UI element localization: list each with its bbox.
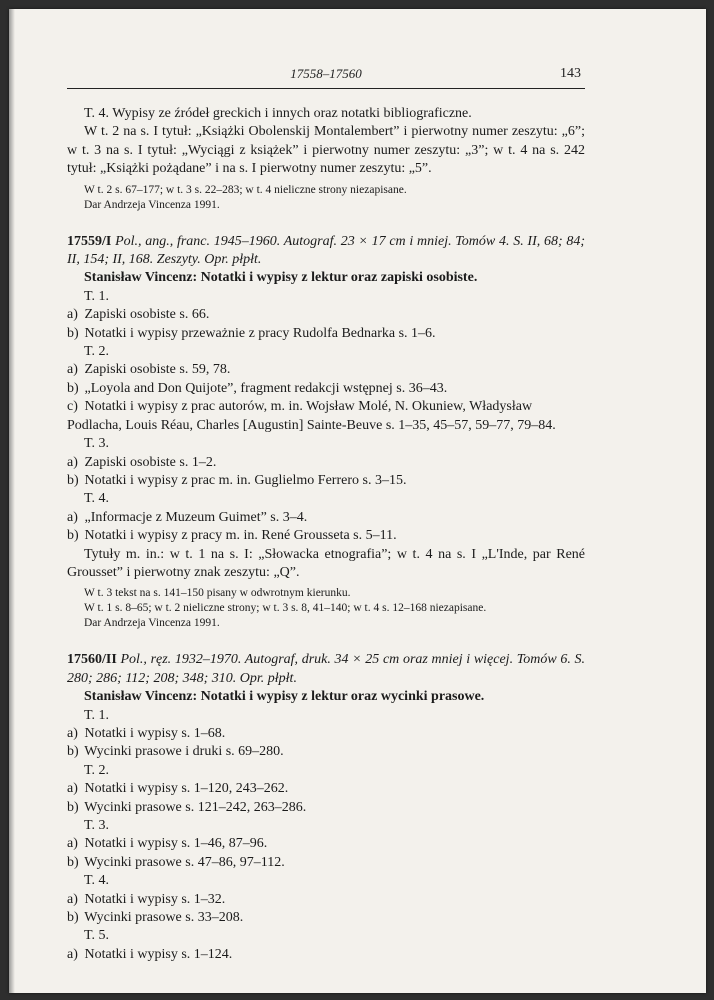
list-item-marker: b) <box>67 910 79 926</box>
catalog-content <box>67 105 585 964</box>
list-item-marker: a) <box>67 509 78 525</box>
text-line: T. 1. <box>84 707 110 723</box>
list-item <box>67 361 585 379</box>
text-line: T. 2. <box>84 344 110 360</box>
text-line: T. 4. <box>84 491 110 507</box>
list-item-text: Notatki i wypisy s. 1–46, 87–96. <box>84 836 268 852</box>
catalog-entry <box>67 105 585 213</box>
list-item-text: Notatki i wypisy s. 1–120, 243–262. <box>84 781 289 797</box>
list-item <box>67 472 585 490</box>
list-item-marker: b) <box>67 472 79 488</box>
list-item-marker: b) <box>67 854 79 870</box>
list-item-marker: b) <box>67 799 79 815</box>
note-line: W t. 1 s. 8–65; w t. 2 nieliczne strony; w t. 3 s. 8, 41–140; w t. 4 s. 12–168 niezapisane. <box>84 602 487 615</box>
text-line: T. 4. Wypisy ze źródeł greckich i innych oraz notatki bibliograficzne. <box>84 106 472 121</box>
list-item-marker: a) <box>67 836 78 852</box>
list-item <box>67 725 585 743</box>
catalog-entry <box>67 213 585 632</box>
note-line: W t. 3 tekst na s. 141–150 pisany w odwrotnym kierunku. <box>84 587 351 600</box>
list-item <box>67 743 585 761</box>
list-item-text: Notatki i wypisy z prac autorów, m. in. Wojsław Molé, N. Okuniew, Władysław Podlacha, Louis Réau, Charles [Augustin] Sainte-Beuve s. 1–35, 45–57, 59–77, 79–84. <box>67 399 556 433</box>
list-item-text: Notatki i wypisy z prac m. in. Guglielmo Ferrero s. 3–15. <box>84 472 407 488</box>
list-item <box>67 380 585 398</box>
list-item-text: Notatki i wypisy s. 1–32. <box>84 891 226 907</box>
list-item-text: Notatki i wypisy przeważnie z pracy Rudolfa Bednarka s. 1–6. <box>84 325 436 341</box>
entry-signature: 17559/I <box>67 233 112 249</box>
text-line: T. 2. <box>84 762 110 778</box>
list-item <box>67 454 585 472</box>
list-item-marker: a) <box>67 362 78 378</box>
document-page <box>9 9 706 993</box>
entry-spacer <box>67 631 585 651</box>
list-item-text: Wycinki prasowe s. 33–208. <box>84 910 244 926</box>
list-item <box>67 835 585 853</box>
list-item-text: „Informacje z Muzeum Guimet” s. 3–4. <box>84 509 308 525</box>
page-binding-shadow <box>9 9 15 993</box>
list-item <box>67 325 585 343</box>
note-line: Dar Andrzeja Vincenza 1991. <box>84 198 220 211</box>
text-line: T. 3. <box>84 818 110 833</box>
list-item <box>67 946 585 964</box>
list-item-marker: b) <box>67 744 79 760</box>
entry-spacer <box>67 213 585 233</box>
list-item <box>67 398 585 435</box>
list-item <box>67 306 585 324</box>
text-line: T. 4. <box>84 873 110 889</box>
list-item <box>67 509 585 527</box>
list-item-marker: b) <box>67 528 79 544</box>
list-item <box>67 909 585 927</box>
list-item-text: Wycinki prasowe i druki s. 69–280. <box>84 744 284 760</box>
list-item-marker: c) <box>67 399 78 415</box>
list-item-marker: a) <box>67 454 78 470</box>
list-item-marker: a) <box>67 725 78 741</box>
list-item-marker: a) <box>67 307 78 323</box>
catalog-entry <box>67 631 585 964</box>
note-line: Dar Andrzeja Vincenza 1991. <box>84 617 220 630</box>
paragraph: Tytuły m. in.: w t. 1 na s. I: „Słowacka etnografia”; w t. 4 na s. I „L'Inde, par René Grousset” i pierwotny znak zeszytu: „Q”. <box>67 546 585 580</box>
list-item <box>67 527 585 545</box>
list-item <box>67 854 585 872</box>
entry-title: Stanisław Vincenz: Notatki i wypisy z lektur oraz wycinki prasowe. <box>84 689 485 705</box>
list-item-marker: a) <box>67 891 78 907</box>
page-header <box>67 66 585 89</box>
page-number: 143 <box>560 66 581 81</box>
list-item-text: Zapiski osobiste s. 1–2. <box>84 454 217 470</box>
entry-header <box>67 651 585 688</box>
list-item-marker: a) <box>67 781 78 797</box>
paragraph: W t. 2 na s. I tytuł: „Książki Obolenskij Montalembert” i pierwotny numer zeszytu: „6”; w t. 3 na s. I tytuł: „Wyciągi z książek” i pierwotny numer zeszytu: „3”; w t. 4 na s. 242 tytuł: „Książki pożądane” i na s. I pierwotny numer zeszytu: „5”. <box>67 124 585 177</box>
list-item-text: Wycinki prasowe s. 121–242, 263–286. <box>84 799 307 815</box>
list-item <box>67 780 585 798</box>
list-item <box>67 891 585 909</box>
list-item-text: Notatki i wypisy z pracy m. in. René Grousseta s. 5–11. <box>84 528 397 544</box>
entry-title: Stanisław Vincenz: Notatki i wypisy z lektur oraz zapiski osobiste. <box>84 270 478 286</box>
list-item-marker: b) <box>67 325 79 341</box>
entry-description: Pol., ang., franc. 1945–1960. Autograf. 23 × 17 cm i mniej. Tomów 4. S. II, 68; 84; II, 154; II, 168. Zeszyty. Opr. płpłt. <box>67 233 586 268</box>
list-item-text: Notatki i wypisy s. 1–68. <box>84 725 226 741</box>
entry-description: Pol., ręz. 1932–1970. Autograf, druk. 34 × 25 cm oraz mniej i więcej. Tomów 6. S. 280; 286; 112; 208; 348; 310. Opr. płpłt. <box>67 652 586 686</box>
list-item-text: Wycinki prasowe s. 47–86, 97–112. <box>84 854 285 870</box>
text-line: T. 5. <box>84 928 110 944</box>
list-item-text: „Loyola and Don Quijote”, fragment redakcji wstępnej s. 36–43. <box>84 380 448 396</box>
text-line: T. 1. <box>84 288 110 304</box>
list-item <box>67 799 585 817</box>
running-title: 17558–17560 <box>290 66 362 81</box>
list-item-text: Zapiski osobiste s. 66. <box>84 307 210 323</box>
list-item-marker: a) <box>67 946 78 962</box>
list-item-text: Notatki i wypisy s. 1–124. <box>84 946 233 962</box>
list-item-text: Zapiski osobiste s. 59, 78. <box>84 362 231 378</box>
text-line: T. 3. <box>84 436 110 452</box>
list-item-marker: b) <box>67 380 79 396</box>
note-line: W t. 2 s. 67–177; w t. 3 s. 22–283; w t. 4 nieliczne strony niezapisane. <box>84 183 407 196</box>
entry-signature: 17560/II <box>67 652 117 668</box>
entry-header <box>67 233 585 270</box>
